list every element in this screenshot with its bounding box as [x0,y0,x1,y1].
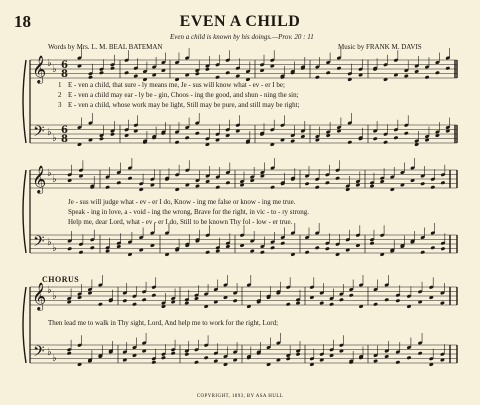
verse-text: Je - sus will judge what - ev - er I do, Know - ing me false or know - ing me true. [68,198,296,206]
verse-number: 1 [58,81,62,89]
bass-note-notehead [110,132,115,136]
treble-note-notehead [105,185,110,189]
flat-icon: ♭ [52,64,57,75]
verse-1-line-2 [68,198,295,206]
treble-note-notehead [349,293,354,297]
bass-note-notehead [67,351,72,355]
verse-number: 3 [58,101,62,109]
treble-note-notehead [151,293,156,297]
verse-2-line-2 [68,208,309,216]
treble-note-notehead [420,182,425,186]
treble-note-notehead [380,179,385,183]
bass-note-notehead [67,247,72,251]
treble-note-notehead [425,75,430,79]
treble-note-notehead [445,66,450,70]
treble-note-notehead [430,185,435,189]
words-credit: Words by Mrs. L. M. BEAL BATEMAN [48,43,163,51]
bass-note-notehead [347,140,352,144]
treble-note-notehead [116,181,121,185]
treble-note-notehead [315,185,320,189]
flat-icon: ♭ [52,353,57,364]
bass-note-notehead [213,359,218,363]
flat-icon: ♭ [47,237,52,248]
bass-note-notehead [79,250,84,254]
bass-note-notehead [225,244,230,248]
verse-1-line [58,81,285,89]
treble-note-notehead [370,184,375,188]
bass-clef-icon: 𝄢 [33,343,45,364]
flat-icon: ♭ [52,133,57,144]
treble-note-notehead [225,71,230,75]
treble-note-notehead [194,296,199,300]
flat-icon: ♭ [47,127,52,138]
treble-note-notehead [195,184,200,188]
treble-note-notehead [329,302,334,306]
treble-note-notehead [339,298,344,302]
bass-note-notehead [175,140,180,144]
treble-clef-icon: 𝄞 [32,282,47,310]
treble-note-notehead [142,298,147,302]
bass-note-notehead [373,359,378,363]
bass-note-notehead [300,134,305,138]
bass-note-notehead [296,352,301,356]
flat-icon: ♭ [52,174,57,185]
verse-text: E - ven a child, that sure - ly means me, Je - sus will know what - ev - er I be; [68,81,285,89]
treble-note-notehead [337,66,342,70]
bass-note-notehead [395,360,400,364]
bass-note-notehead [393,136,398,140]
flat-icon: ♭ [47,285,52,296]
chorus-label: CHORUS [42,275,80,284]
treble-note-notehead [132,302,137,306]
bass-note-notehead [440,247,445,251]
bass-note-notehead [305,250,310,254]
treble-clef-icon: 𝄞 [32,55,47,83]
flat-icon: ♭ [47,168,52,179]
treble-note-notehead [235,74,240,78]
bass-note-notehead [286,357,291,361]
treble-note-notehead [435,71,440,75]
verse-number: 2 [58,91,62,99]
flat-icon: ♭ [52,291,57,302]
flat-icon: ♭ [47,347,52,358]
verse-3-line-2 [68,218,292,226]
treble-note-notehead [215,75,220,79]
bass-note-notehead [250,249,255,253]
bass-note-notehead [105,249,110,253]
treble-note-notehead [404,74,409,78]
treble-note-notehead [98,302,103,306]
bass-note-notehead [418,351,423,355]
treble-note-notehead [184,301,189,305]
treble-note-notehead [305,182,310,186]
treble-note-notehead [440,301,445,305]
music-credit: Music by FRANK M. DAVIS [338,43,422,51]
treble-note-notehead [88,75,93,79]
verse-text: Help me, dear Lord, what - ev - er I do, Still to be known Thy fol - low - er true. [68,218,293,226]
system-brace [23,170,26,253]
time-signature-top: 6 [61,125,68,136]
treble-note-notehead [128,176,133,180]
treble-clef-icon: 𝄞 [32,165,47,193]
bass-note-notehead [90,246,95,250]
bass-note-notehead [215,249,220,253]
bass-note-notehead [420,250,425,254]
bass-note-notehead [384,354,389,358]
treble-note-notehead [270,185,275,189]
treble-note-notehead [215,185,220,189]
treble-note-notehead [373,302,378,306]
bass-note-notehead [280,241,285,245]
treble-note-notehead [124,71,129,75]
epigraph: Even a child is known by his doings.—Prov. 20 : 11 [170,33,314,41]
bass-note-notehead [185,136,190,140]
bass-note-notehead [171,351,176,355]
bass-note-notehead [260,250,265,254]
chorus-text: Then lead me to walk in Thy sight, Lord, And help me to work for the right, Lord; [48,319,279,327]
system-brace [23,287,26,363]
bass-note-notehead [194,360,199,364]
treble-note-notehead [286,302,291,306]
treble-note-notehead [110,66,115,70]
bass-note-notehead [161,356,166,360]
bass-note-notehead [99,137,104,141]
bass-note-notehead [151,360,156,364]
bass-note-notehead [195,131,200,135]
copyright: COPYRIGHT, 1893, BY ASA HULL [196,394,284,399]
treble-note-notehead [133,74,138,78]
treble-note-notehead [325,181,330,185]
chorus-line [48,319,278,327]
verse-text: E - ven a child, whose work may be light, Still may be pure, and still may be right; [68,101,300,109]
page-number: 18 [14,12,31,31]
verse-2-line [58,91,299,99]
bass-clef-icon: 𝄢 [33,123,45,144]
treble-note-notehead [335,176,340,180]
bass-clef-icon: 𝄢 [33,233,45,254]
treble-note-notehead [440,181,445,185]
treble-note-notehead [195,72,200,76]
treble-note-notehead [326,71,331,75]
bass-note-notehead [370,241,375,245]
bass-note-notehead [315,246,320,250]
treble-note-notehead [315,75,320,79]
bass-note-notehead [205,250,210,254]
bass-note-notehead [116,244,121,248]
hymn-title: EVEN A CHILD [179,13,301,30]
treble-note-notehead [414,69,419,73]
bass-note-notehead [325,247,330,251]
treble-note-notehead [233,299,238,303]
treble-note-notehead [319,301,324,305]
treble-note-notehead [395,299,400,303]
treble-note-notehead [99,71,104,75]
treble-note-notehead [122,299,127,303]
bass-note-notehead [407,356,412,360]
bass-note-notehead [270,246,275,250]
flat-icon: ♭ [47,58,52,69]
bass-note-notehead [184,352,189,356]
time-signature-bottom: 8 [61,69,68,80]
verse-text: E - ven a child may ear - ly be - gin, Choos - ing the good, and shun - ning the sin; [68,91,299,99]
bass-note-notehead [404,131,409,135]
bass-note-notehead [204,356,209,360]
verse-text: Speak - ing in love, a - void - ing the wrong, Brave for the right, in vic - to - ry strong. [68,208,310,216]
bass-note-notehead [373,137,378,141]
treble-note-notehead [296,301,301,305]
bass-note-notehead [290,139,295,143]
bass-note-notehead [383,140,388,144]
treble-note-notehead [205,179,210,183]
treble-note-notehead [205,67,210,71]
verse-3-line [58,101,300,109]
treble-note-notehead [225,181,230,185]
flat-icon: ♭ [52,243,57,254]
time-signature-bottom: 8 [61,134,68,145]
system-brace [23,60,26,143]
bass-note-notehead [430,246,435,250]
treble-note-notehead [384,298,389,302]
time-signature-top: 6 [61,60,68,71]
